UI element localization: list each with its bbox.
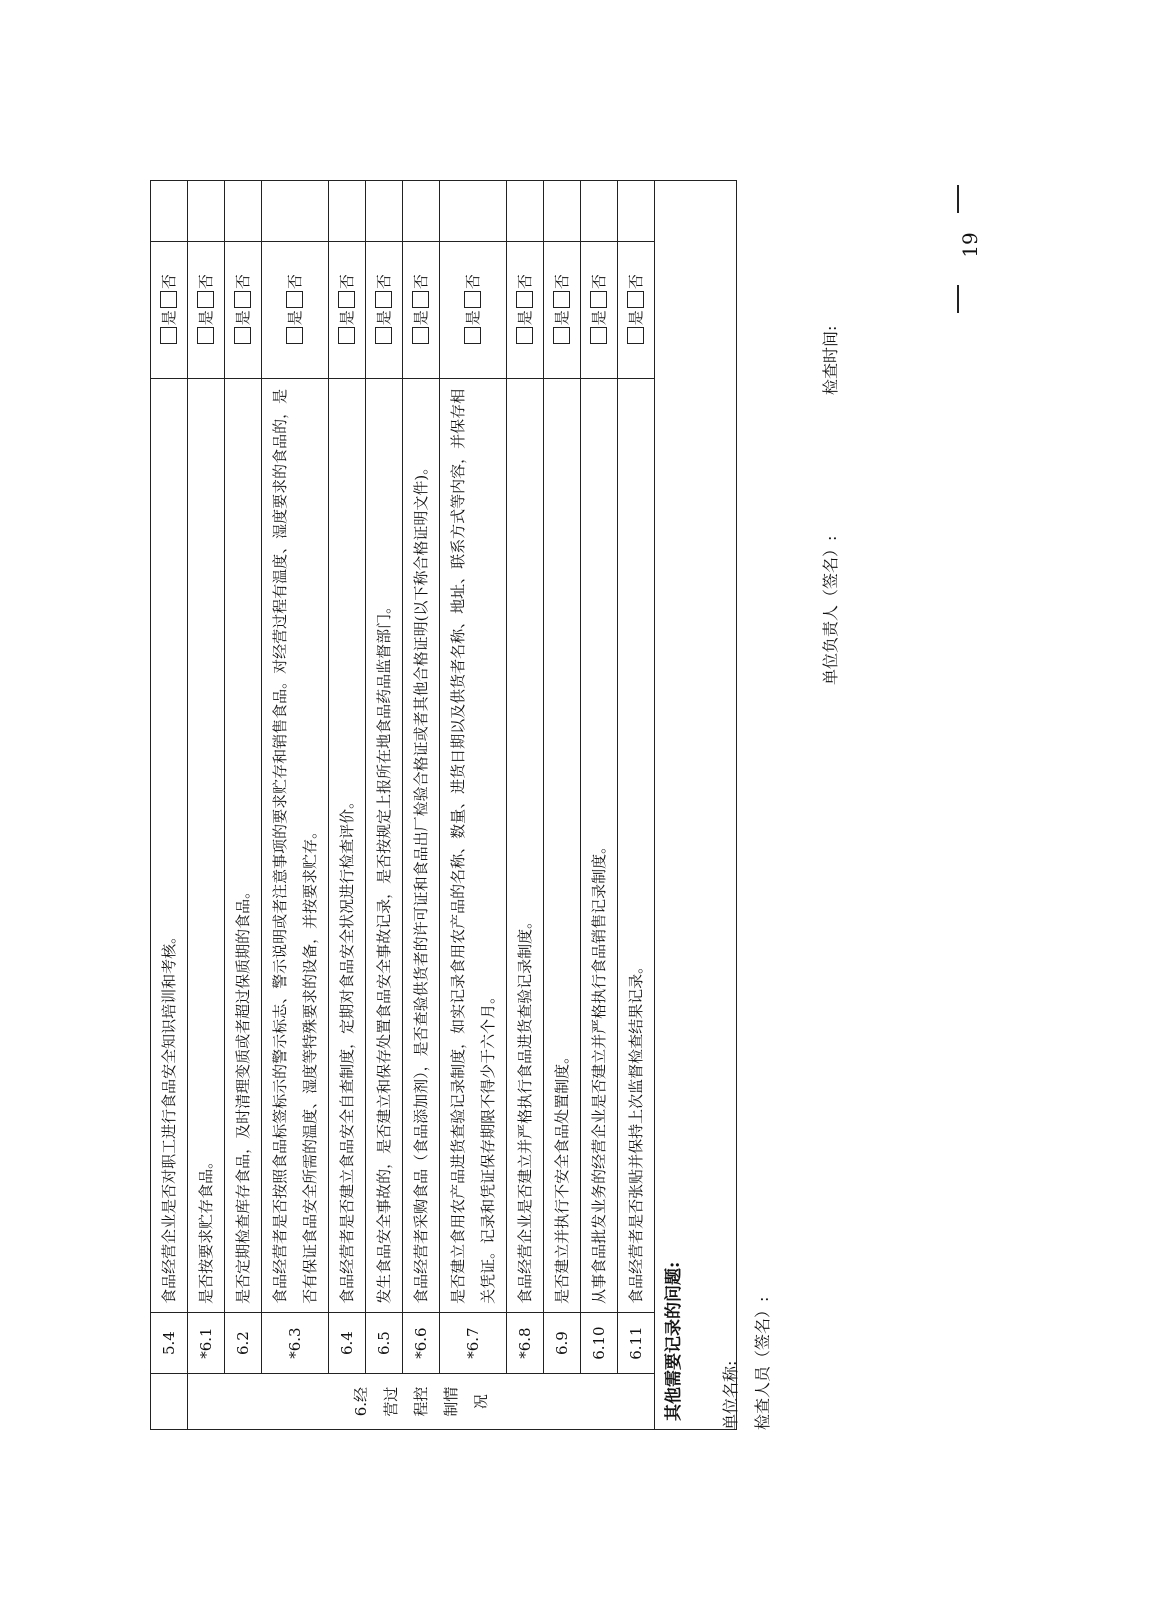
remark-cell xyxy=(225,181,262,242)
item-text: 食品经营企业是否建立并严格执行食品进货查验记录制度。 xyxy=(507,378,544,1312)
unit-name-label: 单位名称: xyxy=(721,1360,740,1430)
yes-checkbox[interactable] xyxy=(338,327,355,344)
remark-cell xyxy=(366,181,403,242)
item-text: 食品经营者是否按照食品标签标示的警示标志、警示说明或者注意事项的要求贮存和销售食品。对经营过程有温度、湿度要求的食品的，是否有保证食品安全所需的温度、湿度等特殊要求的设备，并按要求贮存。 xyxy=(262,378,329,1312)
table-row xyxy=(581,181,618,1430)
item-number: *6.3 xyxy=(262,1312,329,1373)
yes-no-choice: 是否 xyxy=(581,242,618,379)
category-cell-5 xyxy=(151,1374,188,1430)
table-row xyxy=(403,181,440,1430)
yes-no-choice: 是否 xyxy=(225,242,262,379)
remark-cell xyxy=(581,181,618,242)
item-number: *6.1 xyxy=(188,1312,225,1373)
yes-no-choice: 是否 xyxy=(151,242,188,379)
page-number-dash xyxy=(957,185,959,213)
no-checkbox[interactable] xyxy=(286,291,303,308)
page-number xyxy=(940,185,1000,335)
table-row xyxy=(151,181,188,1430)
yes-checkbox[interactable] xyxy=(590,327,607,344)
no-checkbox[interactable] xyxy=(627,291,644,308)
table-row xyxy=(544,181,581,1430)
unit-leader-signature-label: 单位负责人（签名）: xyxy=(821,535,840,685)
yes-no-choice: 是否 xyxy=(618,242,655,379)
yes-checkbox[interactable] xyxy=(553,327,570,344)
item-text: 食品经营者是否建立食品安全自查制度，定期对食品安全状况进行检查评价。 xyxy=(329,378,366,1312)
remark-cell xyxy=(440,181,507,242)
item-number: 6.4 xyxy=(329,1312,366,1373)
item-number: *6.7 xyxy=(440,1312,507,1373)
no-checkbox[interactable] xyxy=(197,291,214,308)
item-number: 6.10 xyxy=(581,1312,618,1373)
item-number: *6.8 xyxy=(507,1312,544,1373)
item-text: 是否建立并执行不安全食品处置制度。 xyxy=(544,378,581,1312)
item-text: 是否按要求贮存食品。 xyxy=(188,378,225,1312)
notes-cell[interactable] xyxy=(655,181,737,1430)
item-text: 是否定期检查库存食品，及时清理变质或者超过保质期的食品。 xyxy=(225,378,262,1312)
item-text: 食品经营企业是否对职工进行食品安全知识培训和考核。 xyxy=(151,378,188,1312)
table-row xyxy=(329,181,366,1430)
item-text: 食品经营者采购食品（食品添加剂），是否查验供货者的许可证和食品出厂检验合格证或者其他合格证明(以下称合格证明文件)。 xyxy=(403,378,440,1312)
yes-checkbox[interactable] xyxy=(197,327,214,344)
no-checkbox[interactable] xyxy=(375,291,392,308)
no-checkbox[interactable] xyxy=(464,291,481,308)
item-text: 从事食品批发业务的经营企业是否建立并严格执行食品销售记录制度。 xyxy=(581,378,618,1312)
item-number: 6.2 xyxy=(225,1312,262,1373)
no-checkbox[interactable] xyxy=(338,291,355,308)
yes-checkbox[interactable] xyxy=(412,327,429,344)
yes-no-choice: 是否 xyxy=(188,242,225,379)
category-cell-6: 6.经营过程控制情况 xyxy=(188,1374,655,1430)
yes-no-choice: 是否 xyxy=(403,242,440,379)
notes-label: 其他需要记录的问题: xyxy=(664,1261,684,1421)
yes-no-choice: 是否 xyxy=(329,242,366,379)
table-row xyxy=(440,181,507,1430)
inspector-signature-label: 检查人员（签名）: xyxy=(753,1296,772,1430)
yes-no-choice: 是否 xyxy=(507,242,544,379)
no-checkbox[interactable] xyxy=(234,291,251,308)
yes-checkbox[interactable] xyxy=(516,327,533,344)
notes-row xyxy=(655,181,737,1430)
page-number-dash xyxy=(957,285,959,313)
inspection-table xyxy=(150,180,737,1430)
table-row xyxy=(188,181,225,1430)
no-checkbox[interactable] xyxy=(590,291,607,308)
rotated-sheet xyxy=(150,180,850,1430)
item-text: 食品经营者是否张贴并保持上次监督检查结果记录。 xyxy=(618,378,655,1312)
table-row xyxy=(618,181,655,1430)
item-number: 5.4 xyxy=(151,1312,188,1373)
remark-cell xyxy=(151,181,188,242)
yes-checkbox[interactable] xyxy=(375,327,392,344)
yes-no-choice: 是否 xyxy=(544,242,581,379)
yes-checkbox[interactable] xyxy=(234,327,251,344)
yes-checkbox[interactable] xyxy=(627,327,644,344)
yes-no-choice: 是否 xyxy=(262,242,329,379)
table-row xyxy=(507,181,544,1430)
remark-cell xyxy=(618,181,655,242)
item-number: 6.5 xyxy=(366,1312,403,1373)
no-checkbox[interactable] xyxy=(412,291,429,308)
check-time-label: 检查时间: xyxy=(821,325,840,395)
remark-cell xyxy=(262,181,329,242)
item-number: *6.6 xyxy=(403,1312,440,1373)
remark-cell xyxy=(329,181,366,242)
yes-checkbox[interactable] xyxy=(286,327,303,344)
yes-checkbox[interactable] xyxy=(160,327,177,344)
item-text: 是否建立食用农产品进货查验记录制度，如实记录食用农产品的名称、数量、进货日期以及供货者名称、地址、联系方式等内容，并保存相关凭证。记录和凭证保存期限不得少于六个月。 xyxy=(440,378,507,1312)
remark-cell xyxy=(188,181,225,242)
no-checkbox[interactable] xyxy=(553,291,570,308)
remark-cell xyxy=(544,181,581,242)
table-row xyxy=(366,181,403,1430)
item-number: 6.9 xyxy=(544,1312,581,1373)
item-number: 6.11 xyxy=(618,1312,655,1373)
remark-cell xyxy=(507,181,544,242)
item-text: 发生食品安全事故的，是否建立和保存处置食品安全事故记录，是否按规定上报所在地食品药品监督部门。 xyxy=(366,378,403,1312)
table-row xyxy=(225,181,262,1430)
remark-cell xyxy=(403,181,440,242)
table-row xyxy=(262,181,329,1430)
no-checkbox[interactable] xyxy=(516,291,533,308)
yes-no-choice: 是否 xyxy=(366,242,403,379)
page-number-text: 19 xyxy=(958,232,982,258)
yes-no-choice: 是否 xyxy=(440,242,507,379)
yes-checkbox[interactable] xyxy=(464,327,481,344)
no-checkbox[interactable] xyxy=(160,291,177,308)
